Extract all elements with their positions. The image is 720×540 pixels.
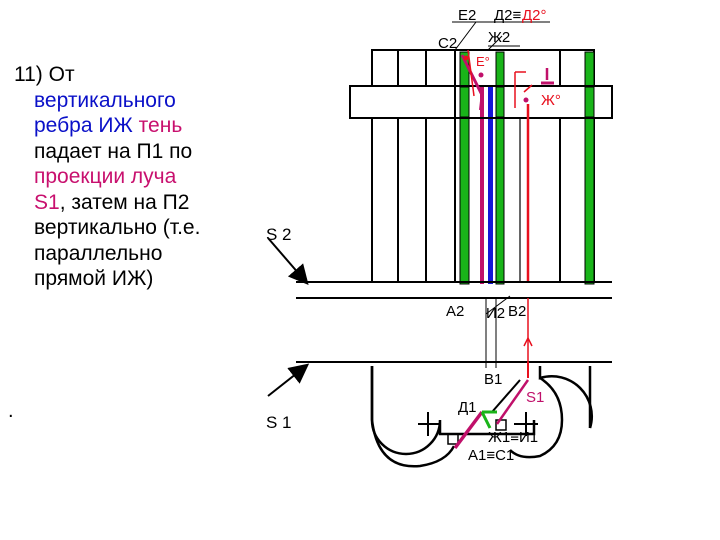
text-line-9: прямой ИЖ) <box>34 267 154 290</box>
text-line-3-a: ребра ИЖ <box>34 114 139 137</box>
label-zh2: Ж2 <box>488 29 511 46</box>
text-line-6-a: S1 <box>34 190 60 214</box>
label-a2: А2 <box>446 303 465 320</box>
label-s1: S1 <box>526 389 545 406</box>
label-d1: Д1 <box>458 399 477 416</box>
label-s1-ray: S 1 <box>266 413 292 432</box>
label-d2-shadow: Д2° <box>522 7 547 24</box>
text-line-6-b: , затем на П2 <box>59 190 190 214</box>
stray-dot: . <box>8 400 14 422</box>
text-line-4: падает на П1 по <box>34 139 193 163</box>
step-number-line: 11) От <box>14 63 75 86</box>
text-line-3-b: тень <box>138 114 183 137</box>
text-line-5: проекции луча <box>34 165 177 188</box>
shadow-lines-top <box>462 50 554 282</box>
ray-s2-arrow <box>268 238 306 282</box>
text-line-2: вертикального <box>34 88 176 112</box>
label-i2: И2 <box>486 305 506 322</box>
label-d2: Д2≡ <box>494 7 522 24</box>
label-e-shadow: Е° <box>476 54 490 69</box>
label-zh-shadow: Ж° <box>541 92 561 109</box>
ray-s1-arrow <box>268 366 306 396</box>
label-zh1-i1: Ж1≡И1 <box>488 429 539 446</box>
label-a1-c1: А1≡С1 <box>468 447 515 464</box>
label-b2: В2 <box>508 303 527 320</box>
label-c2: С2 <box>438 35 458 52</box>
text-line-8: параллельно <box>34 241 163 265</box>
label-b1: В1 <box>484 371 503 388</box>
text-line-7: вертикально (т.е. <box>34 216 201 239</box>
ground-band <box>296 282 612 298</box>
label-e2: Е2 <box>458 7 477 24</box>
label-s2-ray: S 2 <box>266 225 292 244</box>
